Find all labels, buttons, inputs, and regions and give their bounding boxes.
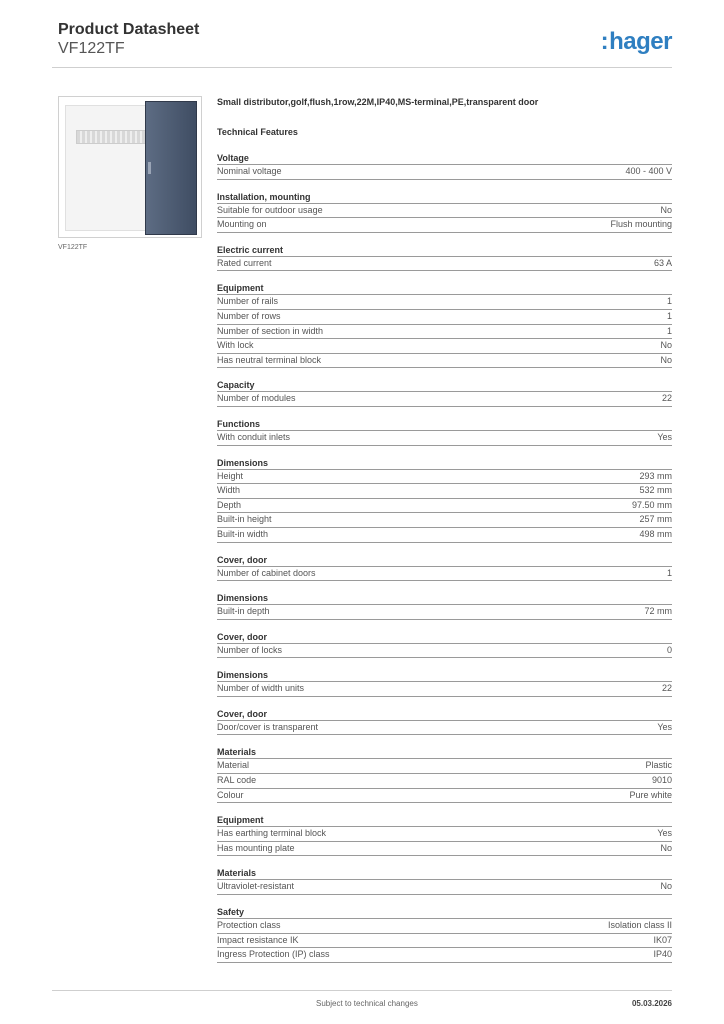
spec-value: 1: [666, 567, 672, 578]
spec-value: No: [660, 842, 672, 853]
spec-label: Has mounting plate: [217, 842, 295, 853]
spec-value: 1: [666, 310, 672, 321]
section-title: Functions: [217, 418, 672, 431]
spec-label: Mounting on: [217, 219, 267, 230]
section-gap: [217, 368, 672, 375]
spec-value: Yes: [657, 431, 672, 442]
spec-value: Pure white: [629, 789, 672, 800]
enclosure-body: [65, 105, 151, 231]
din-rail: [76, 130, 146, 144]
spec-label: Material: [217, 760, 250, 771]
spec-row: [217, 310, 672, 325]
spec-row: [217, 431, 672, 446]
spec-label: Number of locks: [217, 644, 283, 655]
section-title: Dimensions: [217, 457, 672, 470]
spec-value: Plastic: [645, 760, 672, 771]
spec-row: [217, 257, 672, 272]
spec-label: Rated current: [217, 257, 272, 268]
spec-value: 293 mm: [639, 470, 672, 481]
transparent-door: [145, 101, 197, 235]
brand-name: hager: [609, 28, 672, 55]
spec-label: Suitable for outdoor usage: [217, 204, 323, 215]
spec-content: [217, 96, 672, 963]
spec-row: [217, 842, 672, 857]
spec-label: Impact resistance IK: [217, 934, 299, 945]
spec-row: [217, 499, 672, 514]
spec-value: 498 mm: [639, 528, 672, 539]
spec-row: [217, 165, 672, 180]
section-title: Cover, door: [217, 554, 672, 567]
spec-row: [217, 644, 672, 659]
footer-note: Subject to technical changes: [316, 999, 418, 1008]
spec-value: 63 A: [653, 257, 672, 268]
spec-row: [217, 484, 672, 499]
spec-label: Built-in height: [217, 514, 272, 525]
door-handle: [148, 162, 151, 174]
spec-row: [217, 789, 672, 804]
brand-logo: [601, 28, 672, 56]
section-gap: [217, 856, 672, 863]
section-gap: [217, 407, 672, 414]
spec-row: [217, 919, 672, 934]
spec-sections: [217, 152, 672, 963]
section-title: Equipment: [217, 282, 672, 295]
spec-row: [217, 513, 672, 528]
spec-value: 9010: [651, 775, 672, 786]
spec-row: [217, 567, 672, 582]
spec-label: Colour: [217, 789, 244, 800]
spec-row: [217, 204, 672, 219]
section-gap: [217, 233, 672, 240]
section-gap: [217, 271, 672, 278]
spec-label: Number of width units: [217, 683, 305, 694]
brand-logo-dots-icon: :: [600, 28, 609, 55]
section-title: Electric current: [217, 244, 672, 257]
spec-label: Ultraviolet-resistant: [217, 881, 295, 892]
spec-value: 22: [661, 393, 672, 404]
section-gap: [217, 180, 672, 187]
spec-value: Yes: [657, 828, 672, 839]
section-title: Cover, door: [217, 631, 672, 644]
spec-row: [217, 528, 672, 543]
section-gap: [217, 697, 672, 704]
spec-value: 532 mm: [639, 485, 672, 496]
section-gap: [217, 581, 672, 588]
spec-value: IP40: [653, 949, 672, 960]
footer-date: 05.03.2026: [631, 999, 672, 1008]
spec-label: RAL code: [217, 775, 257, 786]
header-divider: [52, 67, 672, 68]
spec-label: Number of rails: [217, 296, 279, 307]
page-title: Product Datasheet: [58, 21, 200, 38]
image-caption: VF122TF: [58, 244, 88, 251]
section-title: Safety: [217, 906, 672, 919]
spec-label: Built-in depth: [217, 606, 270, 617]
section-gap: [217, 543, 672, 550]
spec-row: [217, 934, 672, 949]
spec-value: Flush mounting: [610, 219, 672, 230]
spec-label: Built-in width: [217, 528, 269, 539]
product-image: [58, 96, 202, 238]
spec-label: Number of modules: [217, 393, 296, 404]
spec-row: [217, 325, 672, 340]
section-gap: [217, 446, 672, 453]
spec-value: No: [660, 340, 672, 351]
spec-row: [217, 470, 672, 485]
section-gap: [217, 735, 672, 742]
section-title: Capacity: [217, 379, 672, 392]
spec-label: Ingress Protection (IP) class: [217, 949, 330, 960]
spec-label: With lock: [217, 340, 254, 351]
spec-label: Width: [217, 485, 241, 496]
spec-label: Has earthing terminal block: [217, 828, 327, 839]
spec-label: Number of section in width: [217, 325, 324, 336]
spec-label: Number of rows: [217, 310, 281, 321]
spec-value: 1: [666, 325, 672, 336]
spec-value: IK07: [653, 934, 672, 945]
product-code: VF122TF: [58, 40, 125, 57]
section-gap: [217, 803, 672, 810]
section-title: Materials: [217, 867, 672, 880]
section-gap: [217, 895, 672, 902]
spec-row: [217, 827, 672, 842]
spec-label: Has neutral terminal block: [217, 354, 322, 365]
spec-row: [217, 339, 672, 354]
spec-value: Yes: [657, 721, 672, 732]
spec-row: [217, 774, 672, 789]
spec-value: 400 - 400 V: [625, 166, 672, 176]
section-gap: [217, 620, 672, 627]
section-title: Dimensions: [217, 592, 672, 605]
spec-value: 22: [661, 683, 672, 694]
spec-row: [217, 218, 672, 233]
section-title: Cover, door: [217, 708, 672, 721]
spec-row: [217, 392, 672, 407]
spec-row: [217, 759, 672, 774]
section-title: Materials: [217, 746, 672, 759]
spec-label: Door/cover is transparent: [217, 721, 319, 732]
spec-label: With conduit inlets: [217, 431, 291, 442]
spec-label: Nominal voltage: [217, 166, 282, 176]
spec-value: Isolation class II: [607, 920, 672, 931]
section-title: Dimensions: [217, 669, 672, 682]
section-title: Installation, mounting: [217, 191, 672, 204]
spec-value: 97.50 mm: [631, 499, 672, 510]
spec-label: Height: [217, 470, 244, 481]
spec-label: Depth: [217, 499, 242, 510]
section-title: Equipment: [217, 814, 672, 827]
spec-row: [217, 295, 672, 310]
spec-row: [217, 682, 672, 697]
spec-row: [217, 605, 672, 620]
section-title: Voltage: [217, 152, 672, 165]
spec-value: 1: [666, 296, 672, 307]
spec-value: 72 mm: [644, 606, 672, 617]
spec-row: [217, 721, 672, 736]
technical-features-heading: Technical Features: [217, 127, 298, 137]
spec-value: No: [660, 354, 672, 365]
spec-label: Protection class: [217, 920, 281, 931]
spec-label: Number of cabinet doors: [217, 567, 316, 578]
spec-value: No: [660, 881, 672, 892]
spec-row: [217, 354, 672, 369]
footer-divider: [52, 990, 672, 991]
product-description: Small distributor,golf,flush,1row,22M,IP40,MS-terminal,PE,transparent door: [217, 97, 539, 107]
spec-row: [217, 948, 672, 963]
spec-value: 257 mm: [639, 514, 672, 525]
spec-row: [217, 880, 672, 895]
spec-value: 0: [666, 644, 672, 655]
spec-value: No: [660, 204, 672, 215]
section-gap: [217, 658, 672, 665]
